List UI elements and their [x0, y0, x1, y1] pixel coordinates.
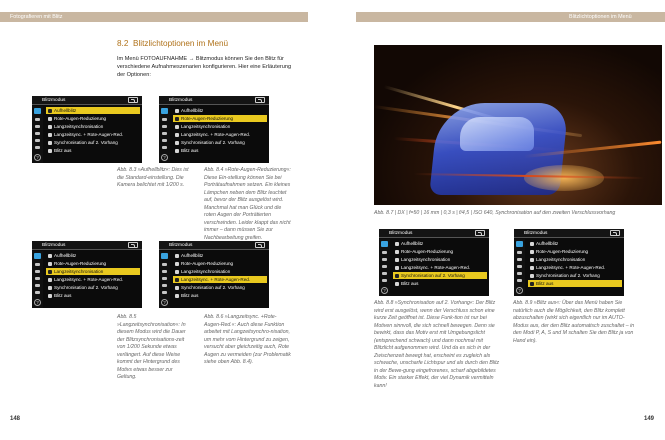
caption-fig-8-4: Abb. 8.4 »Rote-Augen-Reduzierung«: Diese Ein-stellung können Sie bei Porträtaufnahmen setzen. Ein kleines Lämpchen neben dem Blitz leuchtet auf, bevor der Blitz ausgelöst wird. Manchmal hat man Glück und die roten Augen der Porträtierten verschwinden. Leider klappt das nicht immer – dann müssen Sie zur Nachbearbeitung greifen.	[204, 167, 291, 241]
help-icon[interactable]: ?	[161, 299, 168, 306]
help-icon[interactable]: ?	[34, 154, 41, 161]
menu-title: Blitzmodus	[169, 98, 193, 103]
menu-tab-icon[interactable]	[35, 291, 40, 294]
blitzmodus-menu-screen	[379, 229, 489, 296]
section-intro: Im Menü FOTOAUFNAHME → Blitzmodus können Sie den Blitz für verschiedene Aufnahmeszenarien konfigurieren. Hier eine Erläuterung der Optionen:	[117, 56, 292, 79]
page-number-right: 149	[644, 416, 655, 422]
menu-option[interactable]: Blitz aus	[528, 280, 622, 287]
blitzmodus-menu-screen	[159, 241, 269, 308]
menu-tab-icon[interactable]	[162, 270, 167, 273]
running-header-left: Fotografieren mit Blitz	[10, 14, 63, 20]
menu-tab-icon[interactable]	[382, 279, 387, 282]
back-icon[interactable]	[475, 230, 485, 236]
menu-tab-icon[interactable]	[162, 263, 167, 266]
section-title: Blitzlichtoptionen im Menü	[133, 39, 229, 48]
menu-option[interactable]: Langzeitsync. + Rote-Augen-Red.	[46, 131, 140, 138]
menu-tab-icon[interactable]	[35, 139, 40, 142]
menu-option[interactable]: Langzeitsynchronisation	[173, 123, 267, 130]
back-icon[interactable]	[610, 230, 620, 236]
blitzmodus-menu-screen	[32, 241, 142, 308]
menu-title: Blitzmodus	[42, 98, 66, 103]
menu-option[interactable]: Rote-Augen-Reduzierung	[393, 248, 487, 255]
back-icon[interactable]	[128, 242, 138, 248]
menu-tab-icon[interactable]	[382, 272, 387, 275]
menu-option[interactable]: Blitz aus	[46, 292, 140, 299]
menu-tab-icon[interactable]	[517, 265, 522, 268]
menu-tab-icon[interactable]	[35, 146, 40, 149]
menu-tab-icon[interactable]	[35, 132, 40, 135]
help-icon[interactable]: ?	[34, 299, 41, 306]
menu-title: Blitzmodus	[524, 231, 548, 236]
menu-option[interactable]: Langzeitsynchronisation	[393, 256, 487, 263]
menu-tab-icon[interactable]	[35, 277, 40, 280]
menu-sidebar	[514, 239, 525, 296]
help-icon[interactable]: ?	[161, 154, 168, 161]
menu-tab-icon[interactable]	[162, 291, 167, 294]
page-number-left: 148	[10, 416, 21, 422]
menu-tab-icon[interactable]	[162, 118, 167, 121]
help-icon[interactable]: ?	[516, 287, 523, 294]
caption-fig-8-3: Abb. 8.3 »Aufhellblitz«: Dies ist die Standard-einstellung. Die Kamera belichtet mit 1/200 s.	[117, 167, 189, 188]
menu-option[interactable]: Aufhellblitz	[46, 107, 140, 114]
camera-icon[interactable]	[34, 253, 41, 259]
menu-sidebar	[159, 251, 170, 308]
caption-fig-8-8: Abb. 8.8 »Synchronisation auf 2. Vorhang«: Der Blitz wird erst ausgelöst, wenn der Verschluss schon eine kurze Zeit geöffnet ist. Diese Funk-tion ist nur bei Motiven sinnvoll, die sich schnell bewegen. Denn sie bewirkt, dass das Motiv erst mit Umgebungslicht (entsprechend schwach) und dann nochmal mit Blitzlicht aufgenommen wird. Und da es sich in der Zwischenzeit bewegt hat, erscheint es zugleich als schwache, unscharfe Lichtspur und als durch den Blitz in der Bewe-gung eingefrorenes, scharf abgebildetes Motiv. Ein starker Effekt, der viel Dynamik vermitteln kann!	[374, 300, 500, 389]
menu-option[interactable]: Aufhellblitz	[173, 107, 267, 114]
menu-tab-icon[interactable]	[517, 251, 522, 254]
menu-tab-icon[interactable]	[35, 263, 40, 266]
menu-tab-icon[interactable]	[517, 279, 522, 282]
menu-option[interactable]: Blitz aus	[173, 147, 267, 154]
menu-sidebar	[159, 106, 170, 163]
menu-tab-icon[interactable]	[162, 277, 167, 280]
menu-option[interactable]: Rote-Augen-Reduzierung	[173, 260, 267, 267]
menu-option[interactable]: Synchronisation auf 2. Vorhang	[173, 139, 267, 146]
camera-icon[interactable]	[381, 241, 388, 247]
menu-title: Blitzmodus	[42, 243, 66, 248]
menu-tab-icon[interactable]	[162, 284, 167, 287]
menu-option[interactable]: Synchronisation auf 2. Vorhang	[46, 284, 140, 291]
blitzmodus-menu-screen	[159, 96, 269, 163]
menu-option[interactable]: Langzeitsynchronisation	[46, 268, 140, 275]
menu-option[interactable]: Langzeitsynchronisation	[173, 268, 267, 275]
menu-option[interactable]: Langzeitsynchronisation	[528, 256, 622, 263]
menu-option[interactable]: Langzeitsync. + Rote-Augen-Red.	[528, 264, 622, 271]
menu-tab-icon[interactable]	[382, 265, 387, 268]
menu-option[interactable]: Langzeitsync. + Rote-Augen-Red.	[173, 276, 267, 283]
menu-tab-icon[interactable]	[162, 132, 167, 135]
menu-title: Blitzmodus	[389, 231, 413, 236]
menu-title-bar	[514, 229, 624, 238]
running-header-right: Blitzlichtoptionen im Menü	[569, 14, 632, 20]
menu-option[interactable]: Synchronisation auf 2. Vorhang	[46, 139, 140, 146]
menu-tab-icon[interactable]	[35, 270, 40, 273]
menu-title: Blitzmodus	[169, 243, 193, 248]
camera-icon[interactable]	[34, 108, 41, 114]
menu-option[interactable]: Langzeitsync. + Rote-Augen-Red.	[46, 276, 140, 283]
menu-sidebar	[32, 106, 43, 163]
menu-option[interactable]: Synchronisation auf 2. Vorhang	[528, 272, 622, 279]
menu-tab-icon[interactable]	[35, 118, 40, 121]
menu-title-bar	[32, 96, 142, 105]
caption-fig-8-9: Abb. 8.9 »Blitz aus«: Über das Menü haben Sie natürlich auch die Möglichkeit, den Blitz komplett abzuschalten (wirkt sich eigentlich nur im AUTO-Modus aus, der den Blitz automatisch zuschaltet – in den Modi P, A, S und M schalten Sie den Blitz ja von Hand ein).	[513, 300, 635, 344]
back-icon[interactable]	[255, 97, 265, 103]
menu-title-bar	[159, 241, 269, 250]
menu-title-bar	[32, 241, 142, 250]
section-number: 8.2	[117, 39, 129, 48]
menu-sidebar	[379, 239, 390, 296]
menu-option[interactable]: Synchronisation auf 2. Vorhang	[173, 284, 267, 291]
menu-option[interactable]: Synchronisation auf 2. Vorhang	[393, 272, 487, 279]
menu-option[interactable]: Langzeitsync. + Rote-Augen-Red.	[173, 131, 267, 138]
tram-light-trails-photo	[374, 45, 662, 205]
camera-icon[interactable]	[516, 241, 523, 247]
menu-tab-icon[interactable]	[35, 125, 40, 128]
menu-option[interactable]: Rote-Augen-Reduzierung	[46, 115, 140, 122]
menu-option[interactable]: Blitz aus	[46, 147, 140, 154]
menu-sidebar	[32, 251, 43, 308]
menu-title-bar	[159, 96, 269, 105]
menu-option[interactable]: Aufhellblitz	[528, 240, 622, 247]
camera-icon[interactable]	[161, 108, 168, 114]
menu-option[interactable]: Langzeitsync. + Rote-Augen-Red.	[393, 264, 487, 271]
help-icon[interactable]: ?	[381, 287, 388, 294]
menu-option[interactable]: Rote-Augen-Reduzierung	[528, 248, 622, 255]
menu-tab-icon[interactable]	[517, 272, 522, 275]
blitzmodus-menu-screen	[32, 96, 142, 163]
menu-tab-icon[interactable]	[382, 251, 387, 254]
menu-tab-icon[interactable]	[517, 258, 522, 261]
menu-tab-icon[interactable]	[162, 139, 167, 142]
menu-option[interactable]: Langzeitsynchronisation	[46, 123, 140, 130]
menu-option[interactable]: Blitz aus	[173, 292, 267, 299]
menu-option[interactable]: Rote-Augen-Reduzierung	[173, 115, 267, 122]
camera-icon[interactable]	[161, 253, 168, 259]
menu-tab-icon[interactable]	[35, 284, 40, 287]
menu-option[interactable]: Blitz aus	[393, 280, 487, 287]
menu-tab-icon[interactable]	[162, 146, 167, 149]
caption-fig-8-5: Abb. 8.5 »Langzeitsynchronisation«: In diesem Modus wird die Dauer der Blitzsynchronisations-zeit von 1/200 Sekunde etwas verlängert. Auf diese Weise kommt der Hintergrund des Motivs etwas besser zur Geltung.	[117, 314, 186, 380]
back-icon[interactable]	[128, 97, 138, 103]
menu-option[interactable]: Aufhellblitz	[46, 252, 140, 259]
menu-title-bar	[379, 229, 489, 238]
menu-option[interactable]: Rote-Augen-Reduzierung	[46, 260, 140, 267]
menu-option[interactable]: Aufhellblitz	[393, 240, 487, 247]
menu-tab-icon[interactable]	[162, 125, 167, 128]
back-icon[interactable]	[255, 242, 265, 248]
menu-tab-icon[interactable]	[382, 258, 387, 261]
blitzmodus-menu-screen	[514, 229, 624, 296]
caption-fig-8-7: Abb. 8.7 | DX | f=50 | 16 mm | 0,3 s | f/4,5 | ISO 640, Synchronisation auf den zweiten Verschlussvorhang	[374, 210, 616, 216]
menu-option[interactable]: Aufhellblitz	[173, 252, 267, 259]
caption-fig-8-6: Abb. 8.6 »Langzeitsync. +Rote-Augen-Red.«: Auch diese Funktion arbeitet mit Langzeitsynchro-nisation, um mehr vom Hintergrund zu zeigen, versucht aber gleichzeitig auch, Rote Augen zu vermeiden (zur Problematik siehe oben Abb. 8.4).	[204, 314, 291, 365]
